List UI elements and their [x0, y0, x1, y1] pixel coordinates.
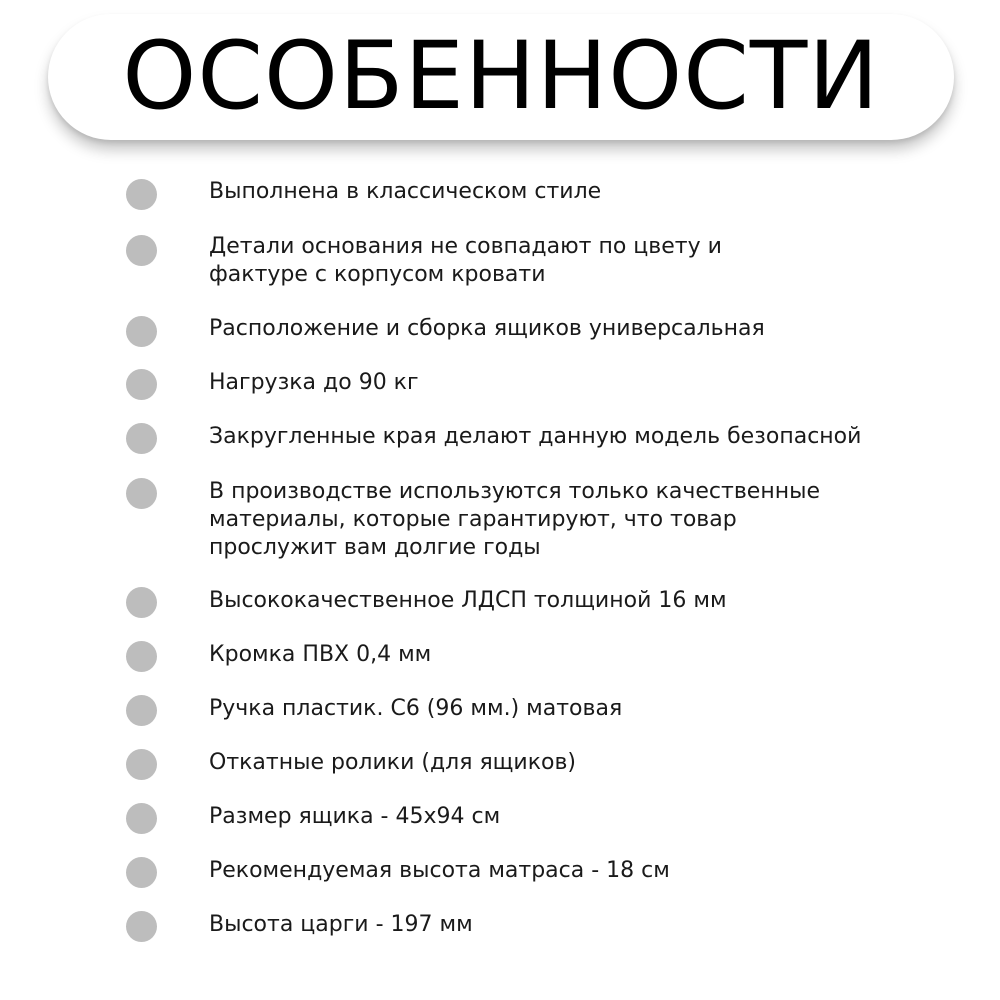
- feature-text: Выполнена в классическом стиле: [209, 179, 602, 204]
- bullet-dot-icon: [126, 235, 157, 266]
- bullet-dot-icon: [126, 316, 157, 347]
- bullet-dot-icon: [126, 587, 157, 618]
- bullet-dot-icon: [126, 857, 157, 888]
- feature-text: В производстве используются только качественные материалы, которые гарантируют, что товар прослужит вам долгие годы: [209, 479, 821, 560]
- bullet-dot-icon: [126, 749, 157, 780]
- feature-text: Высота царги - 197 мм: [209, 912, 473, 937]
- bullet-dot-icon: [126, 695, 157, 726]
- page-title: ОСОБЕННОСТИ: [122, 22, 880, 131]
- feature-text: Закругленные края делают данную модель безопасной: [209, 424, 862, 449]
- bullet-dot-icon: [126, 179, 157, 210]
- bullet-dot-icon: [126, 911, 157, 942]
- bullet-dot-icon: [126, 369, 157, 400]
- feature-text: Кромка ПВХ 0,4 мм: [209, 642, 432, 667]
- bullet-dot-icon: [126, 478, 157, 509]
- feature-text: Откатные ролики (для ящиков): [209, 750, 576, 775]
- title-banner: [48, 14, 954, 140]
- feature-text: Рекомендуемая высота матраса - 18 см: [209, 858, 670, 883]
- feature-text: Высококачественное ЛДСП толщиной 16 мм: [209, 588, 727, 613]
- feature-text: Нагрузка до 90 кг: [209, 370, 419, 395]
- bullet-dot-icon: [126, 803, 157, 834]
- feature-text: Детали основания не совпадают по цвету и фактуре с корпусом кровати: [209, 234, 722, 287]
- feature-text: Расположение и сборка ящиков универсальная: [209, 316, 765, 341]
- feature-text: Ручка пластик. С6 (96 мм.) матовая: [209, 696, 623, 721]
- bullet-dot-icon: [126, 641, 157, 672]
- feature-text: Размер ящика - 45х94 см: [209, 804, 501, 829]
- bullet-dot-icon: [126, 423, 157, 454]
